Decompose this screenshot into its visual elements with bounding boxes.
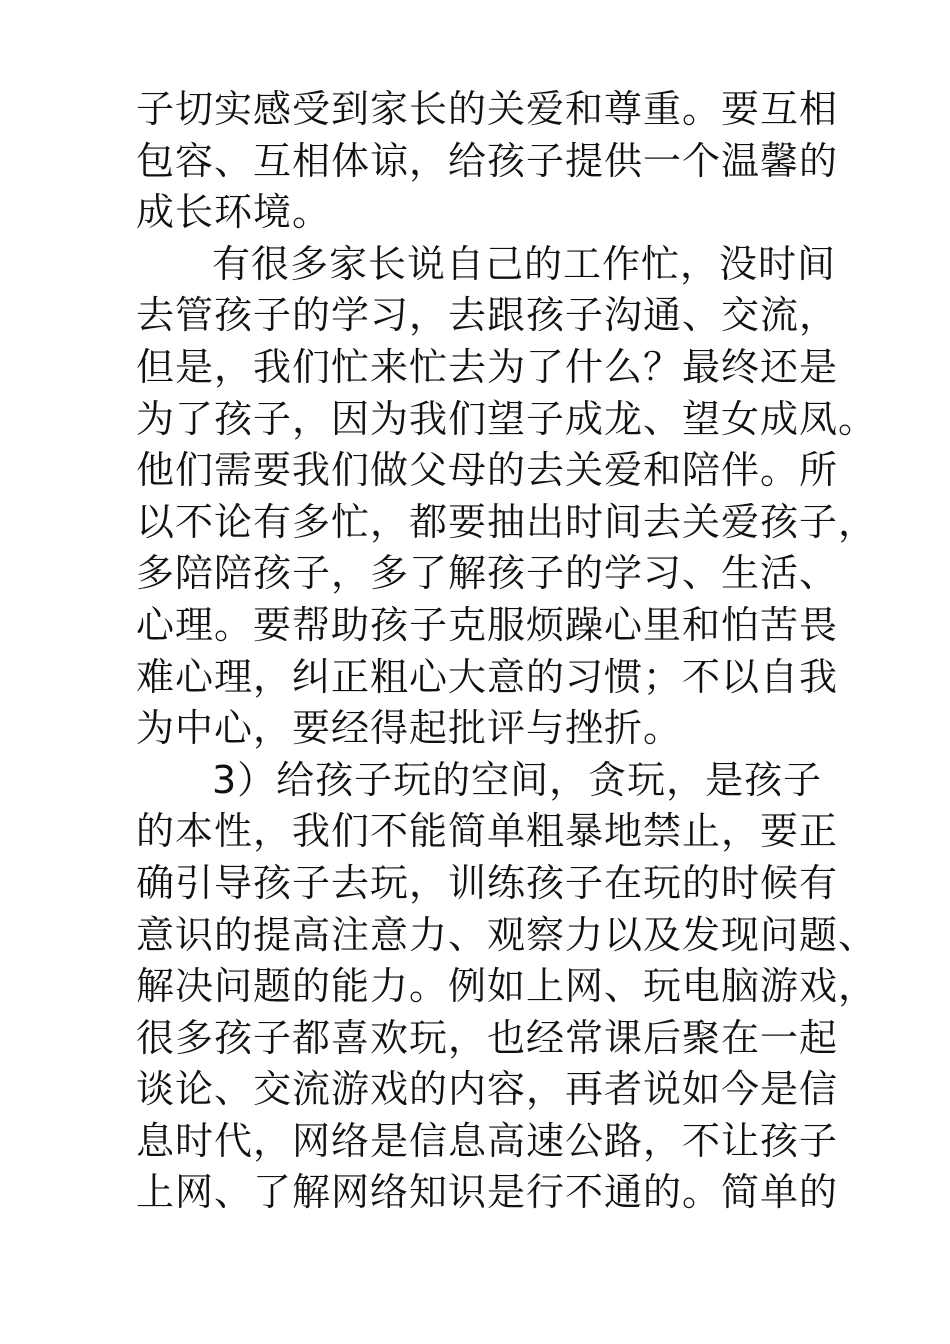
text-line: 他们需要我们做父母的去关爱和陪伴。所 <box>136 448 839 493</box>
text-line: 解决问题的能力。例如上网、玩电脑游戏， <box>136 964 878 1009</box>
text-line: 难心理，纠正粗心大意的习惯；不以自我 <box>136 654 839 699</box>
paragraph-start-line: 3）给孩子玩的空间，贪玩，是孩子 <box>212 757 823 802</box>
text-line: 包容、互相体谅，给孩子提供一个温馨的 <box>136 138 839 183</box>
text-line: 确引导孩子去玩，训练孩子在玩的时候有 <box>136 860 839 905</box>
body-text <box>136 84 878 1219</box>
text-line: 心理。要帮助孩子克服烦躁心里和怕苦畏 <box>136 602 839 647</box>
text-line: 意识的提高注意力、观察力以及发现问题、 <box>136 912 878 957</box>
text-line: 成长环境。 <box>136 190 332 235</box>
text-line: 的本性，我们不能简单粗暴地禁止，要正 <box>136 809 839 854</box>
paragraph-start-line: 有很多家长说自己的工作忙，没时间 <box>212 241 837 286</box>
text-line: 谈论、交流游戏的内容，再者说如今是信 <box>136 1067 839 1112</box>
text-line: 上网、了解网络知识是行不通的。简单的 <box>136 1170 839 1215</box>
text-line: 以不论有多忙，都要抽出时间去关爱孩子， <box>136 499 878 544</box>
text-line: 多陪陪孩子，多了解孩子的学习、生活、 <box>136 551 839 596</box>
text-line: 息时代，网络是信息高速公路，不让孩子 <box>136 1118 839 1163</box>
text-line: 很多孩子都喜欢玩，也经常课后聚在一起 <box>136 1015 839 1060</box>
text-line: 为了孩子，因为我们望子成龙、望女成凤。 <box>136 396 878 441</box>
text-line: 为中心，要经得起批评与挫折。 <box>136 706 683 751</box>
text-line: 去管孩子的学习，去跟孩子沟通、交流， <box>136 293 839 338</box>
text-line: 但是，我们忙来忙去为了什么？最终还是 <box>136 344 839 389</box>
text-line: 子切实感受到家长的关爱和尊重。要互相 <box>136 87 839 131</box>
